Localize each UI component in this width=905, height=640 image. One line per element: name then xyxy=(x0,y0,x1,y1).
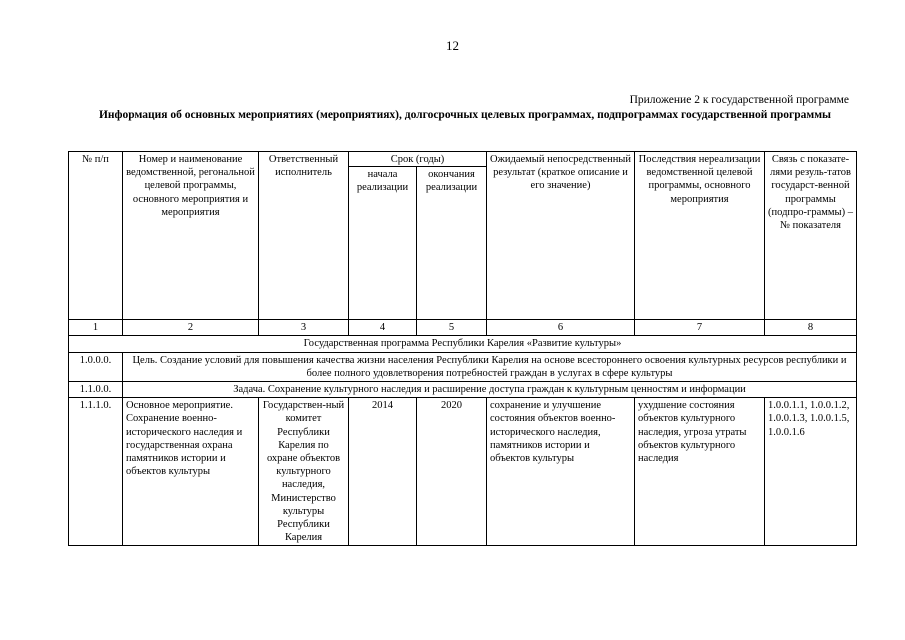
column-number: 7 xyxy=(635,320,765,336)
column-number: 1 xyxy=(69,320,123,336)
header-row xyxy=(69,152,857,167)
header-col-consequences: Последствия нереализации ведомственной целевой программы, основного мероприятия xyxy=(635,152,765,320)
goal-code: 1.0.0.0. xyxy=(69,352,123,381)
task-row xyxy=(69,382,857,398)
document-title: Информация об основных мероприятиях (мероприятиях), долгосрочных целевых программах, подпрограммах государственной программы xyxy=(98,109,832,121)
row-executor: Государствен-ный комитет Республики Карелия по охране объектов культурного наследия, Министерство культуры Республики Карелия xyxy=(259,398,349,546)
header-col-number: № п/п xyxy=(69,152,123,320)
column-number: 5 xyxy=(417,320,487,336)
row-expected-result: сохранение и улучшение состояния объектов военно-исторического наследия, памятников истории и объектов культуры xyxy=(487,398,635,546)
task-code: 1.1.0.0. xyxy=(69,382,123,398)
task-text: Задача. Сохранение культурного наследия и расширение доступа граждан к культурным ценностям и информации xyxy=(123,382,857,398)
column-number: 3 xyxy=(259,320,349,336)
column-number: 2 xyxy=(123,320,259,336)
page-number: 12 xyxy=(446,38,459,53)
column-number: 8 xyxy=(765,320,857,336)
header-col-name: Номер и наименование ведомственной, регональной целевой программы, основного мероприятия и мероприятия xyxy=(123,152,259,320)
column-numbers-row xyxy=(69,320,857,336)
row-measure-name: Основное мероприятие. Сохранение военно-исторического наследия и государственная охрана памятников истории и объектов культуры xyxy=(123,398,259,546)
row-code: 1.1.1.0. xyxy=(69,398,123,546)
row-consequences: ухудшение состояния объектов культурного наследия, угроза утраты объектов культурного наследия xyxy=(635,398,765,546)
row-end-year: 2020 xyxy=(417,398,487,546)
program-title: Государственная программа Республики Карелия «Развитие культуры» xyxy=(69,336,857,352)
column-number: 4 xyxy=(349,320,417,336)
measures-table xyxy=(68,151,857,546)
header-period: Срок (годы) xyxy=(349,152,487,167)
header-col-end: окончания реализации xyxy=(417,167,487,320)
row-start-year: 2014 xyxy=(349,398,417,546)
header-col-result: Ожидаемый непосредственный результат (краткое описание и его значение) xyxy=(487,152,635,320)
appendix-note: Приложение 2 к государственной программе xyxy=(629,94,849,106)
header-col-executor: Ответственный исполнитель xyxy=(259,152,349,320)
goal-text: Цель. Создание условий для повышения качества жизни населения Республики Карелия на основе всестороннего освоения культурных ресурсов республики и более полного удовлетворения потребностей граждан в услугах в сфере культуры xyxy=(123,352,857,381)
table-row xyxy=(69,398,857,546)
row-indicators: 1.0.0.1.1, 1.0.0.1.2, 1.0.0.1.3, 1.0.0.1.5, 1.0.0.1.6 xyxy=(765,398,857,546)
column-number: 6 xyxy=(487,320,635,336)
program-title-row xyxy=(69,336,857,352)
header-col-indicators: Связь с показате-лями резуль-татов государст-венной программы (подпро-граммы) – № показателя xyxy=(765,152,857,320)
goal-row xyxy=(69,352,857,381)
header-col-start: начала реализации xyxy=(349,167,417,320)
